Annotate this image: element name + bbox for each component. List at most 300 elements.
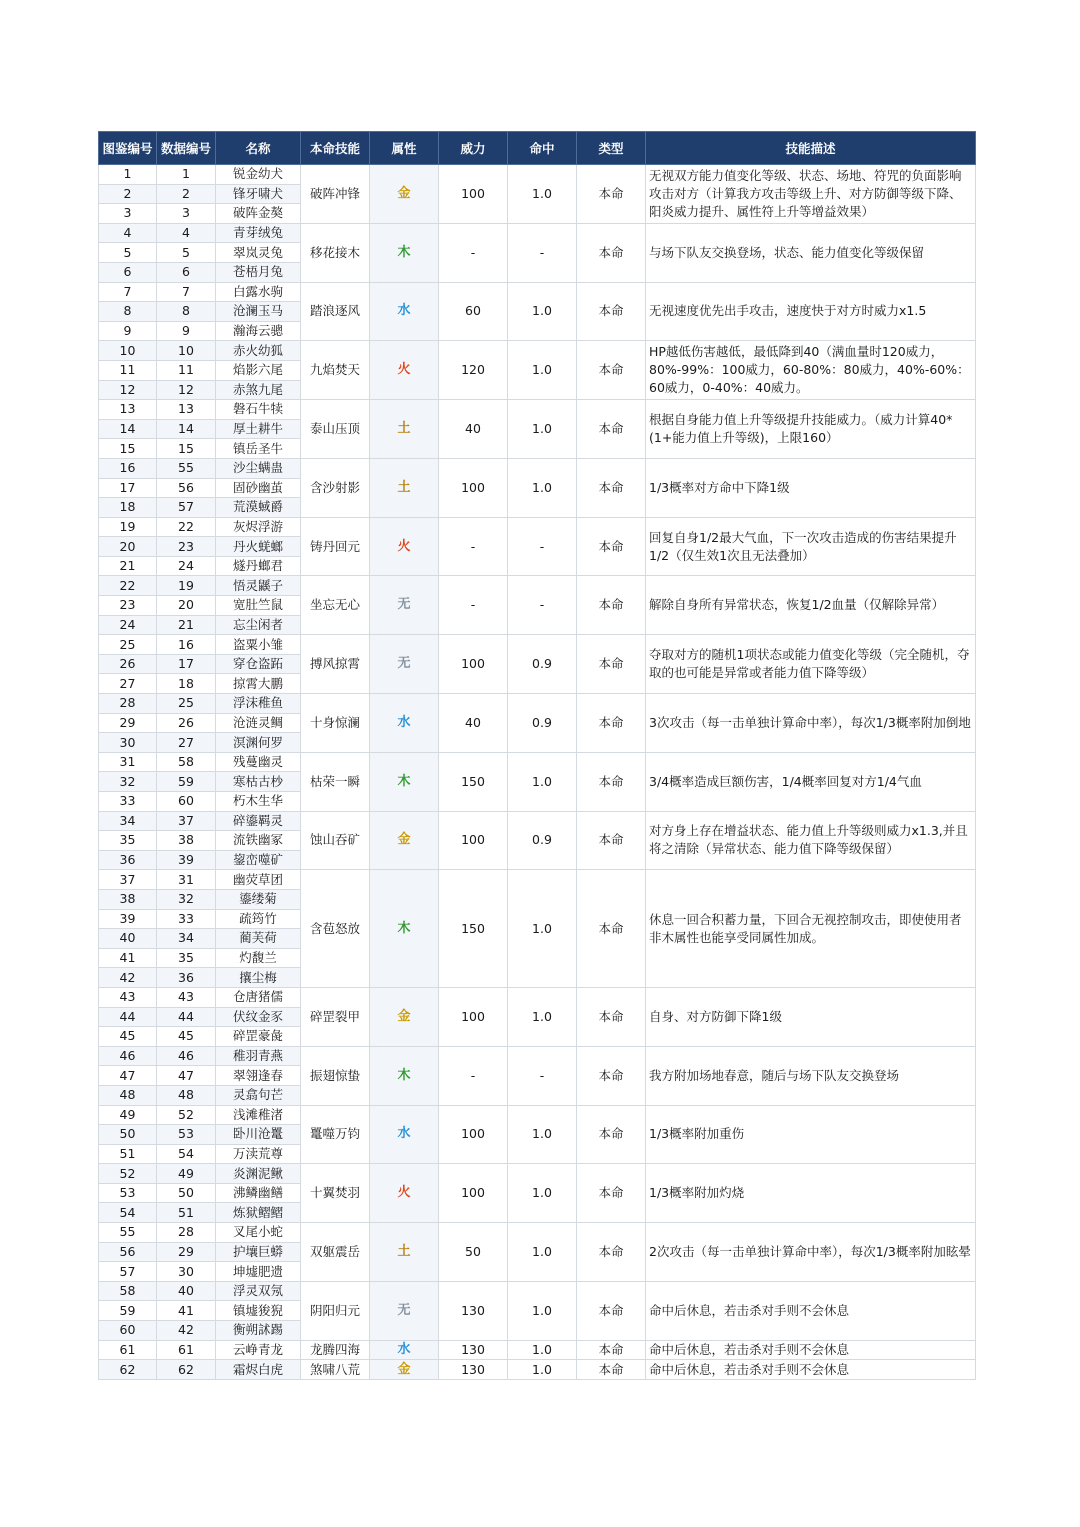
data-no-cell: 7 xyxy=(157,282,216,302)
type-cell: 本命 xyxy=(577,165,646,224)
name-cell: 磐石牛犊 xyxy=(216,400,301,420)
type-cell: 本命 xyxy=(577,870,646,988)
name-cell: 叉尾小蛇 xyxy=(216,1223,301,1243)
name-cell: 沧澜玉马 xyxy=(216,302,301,322)
name-cell: 万渎荒尊 xyxy=(216,1144,301,1164)
dex-no-cell: 58 xyxy=(99,1281,157,1301)
data-no-cell: 56 xyxy=(157,478,216,498)
data-no-cell: 1 xyxy=(157,165,216,185)
table-row xyxy=(99,870,976,890)
description-cell: 夺取对方的随机1项状态或能力值变化等级（完全随机，夺取的也可能是异常或者能力值下降等级） xyxy=(646,635,976,694)
data-no-cell: 29 xyxy=(157,1242,216,1262)
name-cell: 炼狱鳛鳛 xyxy=(216,1203,301,1223)
power-cell: 130 xyxy=(439,1360,508,1380)
description-cell: 2次攻击（每一击单独计算命中率），每次1/3概率附加眩晕 xyxy=(646,1223,976,1282)
name-cell: 沧涟灵鲷 xyxy=(216,713,301,733)
skill-cell: 十翼焚羽 xyxy=(301,1164,370,1223)
name-cell: 蔺芙荷 xyxy=(216,929,301,949)
dex-no-cell: 52 xyxy=(99,1164,157,1184)
power-cell: 40 xyxy=(439,400,508,459)
dex-no-cell: 37 xyxy=(99,870,157,890)
attribute-cell: 水 xyxy=(370,1105,439,1164)
power-cell: 100 xyxy=(439,458,508,517)
data-no-cell: 52 xyxy=(157,1105,216,1125)
dex-no-cell: 30 xyxy=(99,733,157,753)
table-row xyxy=(99,1223,976,1243)
data-no-cell: 39 xyxy=(157,850,216,870)
accuracy-cell: 1.0 xyxy=(508,165,577,224)
attribute-cell: 无 xyxy=(370,1281,439,1340)
dex-no-cell: 51 xyxy=(99,1144,157,1164)
power-cell: 130 xyxy=(439,1340,508,1360)
data-no-cell: 19 xyxy=(157,576,216,596)
dex-no-cell: 40 xyxy=(99,929,157,949)
data-no-cell: 9 xyxy=(157,321,216,341)
power-cell: 130 xyxy=(439,1281,508,1340)
table-row xyxy=(99,282,976,302)
name-cell: 朽木生华 xyxy=(216,792,301,812)
dex-no-cell: 42 xyxy=(99,968,157,988)
name-cell: 云峥青龙 xyxy=(216,1340,301,1360)
data-no-cell: 10 xyxy=(157,341,216,361)
data-no-cell: 26 xyxy=(157,713,216,733)
skill-cell: 龙腾四海 xyxy=(301,1340,370,1360)
dex-no-cell: 20 xyxy=(99,537,157,557)
table-row xyxy=(99,635,976,655)
attribute-cell: 火 xyxy=(370,1164,439,1223)
table-row xyxy=(99,400,976,420)
header-data-no: 数据编号 xyxy=(157,132,216,165)
dex-no-cell: 41 xyxy=(99,948,157,968)
dex-no-cell: 50 xyxy=(99,1125,157,1145)
table-row xyxy=(99,165,976,185)
data-no-cell: 36 xyxy=(157,968,216,988)
name-cell: 破阵金獒 xyxy=(216,204,301,224)
header-attribute: 属性 xyxy=(370,132,439,165)
data-no-cell: 13 xyxy=(157,400,216,420)
description-cell: HP越低伤害越低，最低降到40（满血量时120威力，80%-99%：100威力，60-80%：80威力，40%-60%：60威力，0-40%：40威力。 xyxy=(646,341,976,400)
skill-cell: 阴阳归元 xyxy=(301,1281,370,1340)
dex-no-cell: 10 xyxy=(99,341,157,361)
dex-no-cell: 59 xyxy=(99,1301,157,1321)
accuracy-cell: - xyxy=(508,576,577,635)
name-cell: 宽肚竺鼠 xyxy=(216,596,301,616)
data-no-cell: 58 xyxy=(157,752,216,772)
name-cell: 衡朔訹踢 xyxy=(216,1321,301,1341)
name-cell: 碎鎏羁灵 xyxy=(216,811,301,831)
attribute-cell: 土 xyxy=(370,1223,439,1282)
dex-no-cell: 43 xyxy=(99,987,157,1007)
skill-cell: 坐忘无心 xyxy=(301,576,370,635)
accuracy-cell: 1.0 xyxy=(508,400,577,459)
skill-cell: 振翅惊蛰 xyxy=(301,1046,370,1105)
skill-table-container xyxy=(98,131,975,1380)
accuracy-cell: 1.0 xyxy=(508,752,577,811)
data-no-cell: 5 xyxy=(157,243,216,263)
data-no-cell: 34 xyxy=(157,929,216,949)
attribute-cell: 木 xyxy=(370,223,439,282)
name-cell: 翠翎逢春 xyxy=(216,1066,301,1086)
attribute-cell: 无 xyxy=(370,576,439,635)
accuracy-cell: 1.0 xyxy=(508,1360,577,1380)
name-cell: 苍梧月兔 xyxy=(216,262,301,282)
data-no-cell: 37 xyxy=(157,811,216,831)
type-cell: 本命 xyxy=(577,1360,646,1380)
description-cell: 回复自身1/2最大气血，下一次攻击造成的伤害结果提升1/2（仅生效1次且无法叠加） xyxy=(646,517,976,576)
data-no-cell: 23 xyxy=(157,537,216,557)
data-no-cell: 16 xyxy=(157,635,216,655)
name-cell: 掠霄大鹏 xyxy=(216,674,301,694)
power-cell: 40 xyxy=(439,694,508,753)
name-cell: 疏筠竹 xyxy=(216,909,301,929)
power-cell: - xyxy=(439,223,508,282)
header-skill: 本命技能 xyxy=(301,132,370,165)
power-cell: 60 xyxy=(439,282,508,341)
name-cell: 燧丹螂君 xyxy=(216,556,301,576)
skill-cell: 踏浪逐风 xyxy=(301,282,370,341)
data-no-cell: 24 xyxy=(157,556,216,576)
name-cell: 焰影六尾 xyxy=(216,360,301,380)
dex-no-cell: 34 xyxy=(99,811,157,831)
name-cell: 厚土耕牛 xyxy=(216,419,301,439)
attribute-cell: 金 xyxy=(370,811,439,870)
name-cell: 坤墟肥遗 xyxy=(216,1262,301,1282)
header-accuracy: 命中 xyxy=(508,132,577,165)
data-no-cell: 21 xyxy=(157,615,216,635)
type-cell: 本命 xyxy=(577,341,646,400)
skill-cell: 含苞怒放 xyxy=(301,870,370,988)
description-cell: 1/3概率附加灼烧 xyxy=(646,1164,976,1223)
data-no-cell: 48 xyxy=(157,1085,216,1105)
description-cell: 与场下队友交换登场，状态、能力值变化等级保留 xyxy=(646,223,976,282)
dex-no-cell: 7 xyxy=(99,282,157,302)
type-cell: 本命 xyxy=(577,1340,646,1360)
type-cell: 本命 xyxy=(577,282,646,341)
data-no-cell: 40 xyxy=(157,1281,216,1301)
skill-cell: 枯荣一瞬 xyxy=(301,752,370,811)
name-cell: 攘尘梅 xyxy=(216,968,301,988)
type-cell: 本命 xyxy=(577,811,646,870)
accuracy-cell: 1.0 xyxy=(508,870,577,988)
data-no-cell: 3 xyxy=(157,204,216,224)
data-no-cell: 47 xyxy=(157,1066,216,1086)
name-cell: 悟灵鼷子 xyxy=(216,576,301,596)
header-dex-no: 图鉴编号 xyxy=(99,132,157,165)
dex-no-cell: 38 xyxy=(99,889,157,909)
data-no-cell: 2 xyxy=(157,184,216,204)
name-cell: 残蔓幽灵 xyxy=(216,752,301,772)
skill-cell: 破阵冲锋 xyxy=(301,165,370,224)
attribute-cell: 火 xyxy=(370,517,439,576)
dex-no-cell: 39 xyxy=(99,909,157,929)
dex-no-cell: 1 xyxy=(99,165,157,185)
data-no-cell: 32 xyxy=(157,889,216,909)
accuracy-cell: 0.9 xyxy=(508,635,577,694)
accuracy-cell: 1.0 xyxy=(508,1164,577,1223)
name-cell: 霜烬白虎 xyxy=(216,1360,301,1380)
description-cell: 我方附加场地春意，随后与场下队友交换登场 xyxy=(646,1046,976,1105)
table-row xyxy=(99,1164,976,1184)
dex-no-cell: 19 xyxy=(99,517,157,537)
dex-no-cell: 15 xyxy=(99,439,157,459)
dex-no-cell: 55 xyxy=(99,1223,157,1243)
description-cell: 根据自身能力值上升等级提升技能威力。（威力计算40*(1+能力值上升等级)，上限160） xyxy=(646,400,976,459)
data-no-cell: 12 xyxy=(157,380,216,400)
description-cell: 休息一回合积蓄力量，下回合无视控制攻击，即使使用者非木属性也能享受同属性加成。 xyxy=(646,870,976,988)
name-cell: 稚羽青燕 xyxy=(216,1046,301,1066)
dex-no-cell: 14 xyxy=(99,419,157,439)
attribute-cell: 无 xyxy=(370,635,439,694)
name-cell: 翠岚灵兔 xyxy=(216,243,301,263)
dex-no-cell: 49 xyxy=(99,1105,157,1125)
data-no-cell: 61 xyxy=(157,1340,216,1360)
data-no-cell: 30 xyxy=(157,1262,216,1282)
dex-no-cell: 4 xyxy=(99,223,157,243)
skill-cell: 煞啸八荒 xyxy=(301,1360,370,1380)
data-no-cell: 50 xyxy=(157,1183,216,1203)
name-cell: 溟渊何罗 xyxy=(216,733,301,753)
dex-no-cell: 16 xyxy=(99,458,157,478)
attribute-cell: 土 xyxy=(370,400,439,459)
description-cell: 3次攻击（每一击单独计算命中率），每次1/3概率附加倒地 xyxy=(646,694,976,753)
dex-no-cell: 56 xyxy=(99,1242,157,1262)
type-cell: 本命 xyxy=(577,635,646,694)
dex-no-cell: 29 xyxy=(99,713,157,733)
dex-no-cell: 48 xyxy=(99,1085,157,1105)
power-cell: - xyxy=(439,576,508,635)
table-row xyxy=(99,576,976,596)
skill-cell: 九焰焚天 xyxy=(301,341,370,400)
power-cell: 100 xyxy=(439,987,508,1046)
name-cell: 沙尘螨蛊 xyxy=(216,458,301,478)
name-cell: 仓唐猪儒 xyxy=(216,987,301,1007)
attribute-cell: 木 xyxy=(370,752,439,811)
type-cell: 本命 xyxy=(577,458,646,517)
name-cell: 炎渊泥鳅 xyxy=(216,1164,301,1184)
name-cell: 鎏缕菊 xyxy=(216,889,301,909)
dex-no-cell: 8 xyxy=(99,302,157,322)
name-cell: 灼馥兰 xyxy=(216,948,301,968)
data-no-cell: 6 xyxy=(157,262,216,282)
table-row xyxy=(99,458,976,478)
dex-no-cell: 62 xyxy=(99,1360,157,1380)
type-cell: 本命 xyxy=(577,400,646,459)
dex-no-cell: 60 xyxy=(99,1321,157,1341)
data-no-cell: 41 xyxy=(157,1301,216,1321)
dex-no-cell: 13 xyxy=(99,400,157,420)
name-cell: 镇墟狻猊 xyxy=(216,1301,301,1321)
data-no-cell: 35 xyxy=(157,948,216,968)
name-cell: 固砂幽茧 xyxy=(216,478,301,498)
skill-cell: 搏风掠霄 xyxy=(301,635,370,694)
power-cell: 100 xyxy=(439,165,508,224)
data-no-cell: 14 xyxy=(157,419,216,439)
dex-no-cell: 6 xyxy=(99,262,157,282)
attribute-cell: 水 xyxy=(370,694,439,753)
table-row xyxy=(99,694,976,714)
data-no-cell: 55 xyxy=(157,458,216,478)
dex-no-cell: 36 xyxy=(99,850,157,870)
data-no-cell: 42 xyxy=(157,1321,216,1341)
data-no-cell: 31 xyxy=(157,870,216,890)
data-no-cell: 33 xyxy=(157,909,216,929)
name-cell: 碎罡豪彘 xyxy=(216,1027,301,1047)
type-cell: 本命 xyxy=(577,694,646,753)
dex-no-cell: 57 xyxy=(99,1262,157,1282)
table-row xyxy=(99,1340,976,1360)
name-cell: 浅滩稚渚 xyxy=(216,1105,301,1125)
data-no-cell: 15 xyxy=(157,439,216,459)
type-cell: 本命 xyxy=(577,1046,646,1105)
type-cell: 本命 xyxy=(577,517,646,576)
accuracy-cell: 1.0 xyxy=(508,282,577,341)
data-no-cell: 17 xyxy=(157,654,216,674)
attribute-cell: 木 xyxy=(370,870,439,988)
dex-no-cell: 33 xyxy=(99,792,157,812)
skill-cell: 铸丹回元 xyxy=(301,517,370,576)
skill-cell: 含沙射影 xyxy=(301,458,370,517)
header-type: 类型 xyxy=(577,132,646,165)
attribute-cell: 土 xyxy=(370,458,439,517)
data-no-cell: 49 xyxy=(157,1164,216,1184)
header-name: 名称 xyxy=(216,132,301,165)
dex-no-cell: 44 xyxy=(99,1007,157,1027)
description-cell: 命中后休息，若击杀对手则不会休息 xyxy=(646,1281,976,1340)
data-no-cell: 54 xyxy=(157,1144,216,1164)
name-cell: 幽荧草团 xyxy=(216,870,301,890)
name-cell: 伏纹金豕 xyxy=(216,1007,301,1027)
data-no-cell: 59 xyxy=(157,772,216,792)
name-cell: 卧川沧鼍 xyxy=(216,1125,301,1145)
dex-no-cell: 11 xyxy=(99,360,157,380)
dex-no-cell: 31 xyxy=(99,752,157,772)
name-cell: 穿仓盗跖 xyxy=(216,654,301,674)
name-cell: 灰烬浮游 xyxy=(216,517,301,537)
dex-no-cell: 22 xyxy=(99,576,157,596)
accuracy-cell: 1.0 xyxy=(508,341,577,400)
power-cell: 120 xyxy=(439,341,508,400)
name-cell: 盗粟小雏 xyxy=(216,635,301,655)
description-cell: 1/3概率对方命中下降1级 xyxy=(646,458,976,517)
dex-no-cell: 27 xyxy=(99,674,157,694)
name-cell: 沸鳞幽鳝 xyxy=(216,1183,301,1203)
dex-no-cell: 26 xyxy=(99,654,157,674)
table-row xyxy=(99,341,976,361)
data-no-cell: 57 xyxy=(157,498,216,518)
table-row xyxy=(99,223,976,243)
dex-no-cell: 17 xyxy=(99,478,157,498)
data-no-cell: 51 xyxy=(157,1203,216,1223)
dex-no-cell: 5 xyxy=(99,243,157,263)
power-cell: 100 xyxy=(439,1164,508,1223)
power-cell: 150 xyxy=(439,752,508,811)
data-no-cell: 60 xyxy=(157,792,216,812)
data-no-cell: 27 xyxy=(157,733,216,753)
data-no-cell: 43 xyxy=(157,987,216,1007)
name-cell: 鋆峦噬矿 xyxy=(216,850,301,870)
dex-no-cell: 45 xyxy=(99,1027,157,1047)
skill-cell: 蚀山吞矿 xyxy=(301,811,370,870)
attribute-cell: 水 xyxy=(370,1340,439,1360)
dex-no-cell: 53 xyxy=(99,1183,157,1203)
name-cell: 白露水驹 xyxy=(216,282,301,302)
power-cell: 100 xyxy=(439,811,508,870)
description-cell: 命中后休息，若击杀对手则不会休息 xyxy=(646,1340,976,1360)
table-row xyxy=(99,1281,976,1301)
data-no-cell: 4 xyxy=(157,223,216,243)
description-cell: 命中后休息，若击杀对手则不会休息 xyxy=(646,1360,976,1380)
power-cell: 50 xyxy=(439,1223,508,1282)
table-row xyxy=(99,752,976,772)
data-no-cell: 25 xyxy=(157,694,216,714)
dex-no-cell: 24 xyxy=(99,615,157,635)
data-no-cell: 44 xyxy=(157,1007,216,1027)
dex-no-cell: 54 xyxy=(99,1203,157,1223)
name-cell: 灵翕句芒 xyxy=(216,1085,301,1105)
description-cell: 对方身上存在增益状态、能力值上升等级则威力x1.3,并且将之清除（异常状态、能力值下降等级保留） xyxy=(646,811,976,870)
accuracy-cell: - xyxy=(508,517,577,576)
power-cell: - xyxy=(439,517,508,576)
data-no-cell: 62 xyxy=(157,1360,216,1380)
data-no-cell: 45 xyxy=(157,1027,216,1047)
type-cell: 本命 xyxy=(577,576,646,635)
accuracy-cell: 0.9 xyxy=(508,811,577,870)
name-cell: 赤煞九尾 xyxy=(216,380,301,400)
dex-no-cell: 12 xyxy=(99,380,157,400)
type-cell: 本命 xyxy=(577,752,646,811)
accuracy-cell: 1.0 xyxy=(508,1281,577,1340)
skill-cell: 十身惊澜 xyxy=(301,694,370,753)
accuracy-cell: 1.0 xyxy=(508,987,577,1046)
dex-no-cell: 9 xyxy=(99,321,157,341)
dex-no-cell: 2 xyxy=(99,184,157,204)
dex-no-cell: 61 xyxy=(99,1340,157,1360)
dex-no-cell: 3 xyxy=(99,204,157,224)
data-no-cell: 22 xyxy=(157,517,216,537)
attribute-cell: 金 xyxy=(370,1360,439,1380)
data-no-cell: 11 xyxy=(157,360,216,380)
type-cell: 本命 xyxy=(577,1105,646,1164)
dex-no-cell: 25 xyxy=(99,635,157,655)
name-cell: 流铁幽冢 xyxy=(216,831,301,851)
dex-no-cell: 18 xyxy=(99,498,157,518)
attribute-cell: 金 xyxy=(370,987,439,1046)
data-no-cell: 46 xyxy=(157,1046,216,1066)
type-cell: 本命 xyxy=(577,987,646,1046)
accuracy-cell: 0.9 xyxy=(508,694,577,753)
description-cell: 3/4概率造成巨额伤害，1/4概率回复对方1/4气血 xyxy=(646,752,976,811)
name-cell: 瀚海云骢 xyxy=(216,321,301,341)
table-row xyxy=(99,517,976,537)
accuracy-cell: - xyxy=(508,223,577,282)
name-cell: 荒漠蜮爵 xyxy=(216,498,301,518)
attribute-cell: 火 xyxy=(370,341,439,400)
name-cell: 锐金幼犬 xyxy=(216,165,301,185)
name-cell: 镇岳圣牛 xyxy=(216,439,301,459)
skill-cell: 泰山压顶 xyxy=(301,400,370,459)
name-cell: 寒枯古杪 xyxy=(216,772,301,792)
power-cell: 150 xyxy=(439,870,508,988)
name-cell: 丹火蜣螂 xyxy=(216,537,301,557)
name-cell: 青芽绒兔 xyxy=(216,223,301,243)
attribute-cell: 金 xyxy=(370,165,439,224)
data-no-cell: 53 xyxy=(157,1125,216,1145)
name-cell: 忘尘闲者 xyxy=(216,615,301,635)
description-cell: 无视双方能力值变化等级、状态、场地、符咒的负面影响攻击对方（计算我方攻击等级上升、对方防御等级下降、阳炎威力提升、属性符上升等增益效果） xyxy=(646,165,976,224)
accuracy-cell: - xyxy=(508,1046,577,1105)
name-cell: 浮沫稚鱼 xyxy=(216,694,301,714)
accuracy-cell: 1.0 xyxy=(508,1340,577,1360)
